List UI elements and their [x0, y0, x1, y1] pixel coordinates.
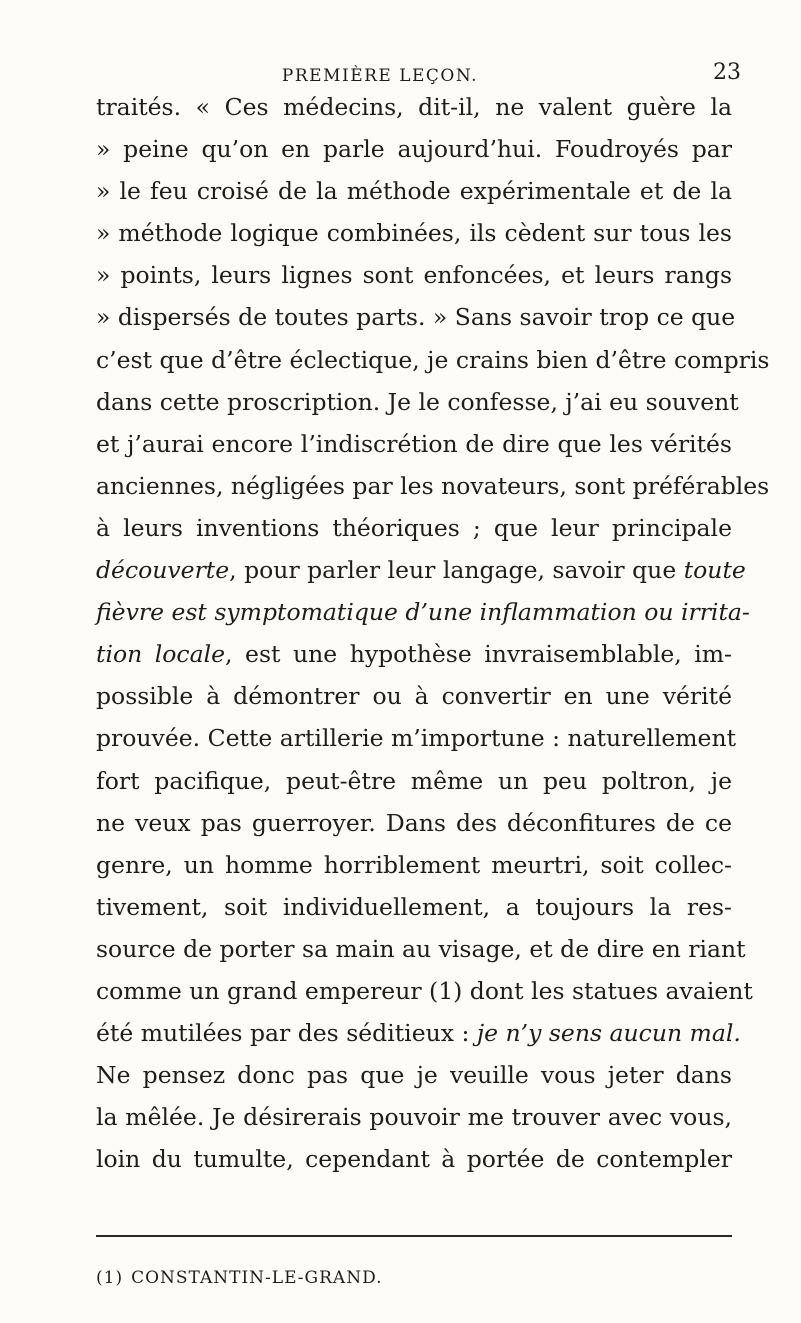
text-line: » le feu croisé de la méthode expérimentale et de la	[96, 177, 732, 206]
footnote-text: CONSTANTIN-LE-GRAND.	[131, 1268, 383, 1288]
text-line	[96, 549, 746, 591]
text-line: c’est que d’être éclectique, je crains bien d’être compris	[96, 345, 770, 374]
text-line: » peine qu’on en parle aujourd’hui. Foudroyés par	[96, 135, 732, 164]
text-line: source de porter sa main au visage, et de dire en riant	[96, 934, 746, 963]
text-segment: été mutilées par des séditieux :	[96, 1019, 470, 1048]
italic-phrase: je n’y sens aucun mal.	[476, 1019, 741, 1048]
text-line	[96, 1012, 741, 1054]
footnote-rule	[96, 1235, 732, 1237]
text-line: dans cette proscription. Je le confesse, j’ai eu souvent	[96, 387, 739, 416]
text-line: comme un grand empereur (1) dont les statues avaient	[96, 976, 753, 1005]
text-line: possible à démontrer ou à convertir en une vérité	[96, 682, 732, 711]
italic-phrase: toute	[683, 556, 746, 585]
text-line: » méthode logique combinées, ils cèdent sur tous les	[96, 219, 732, 248]
italic-phrase: découverte	[96, 556, 230, 585]
page-number: 23	[713, 60, 741, 85]
italic-phrase: tion locale	[96, 640, 226, 669]
text-segment: , pour parler leur langage, savoir que	[229, 556, 677, 585]
text-line: prouvée. Cette artillerie m’importune : naturellement	[96, 724, 737, 753]
text-line: traités. « Ces médecins, dit-il, ne valent guère la	[96, 93, 732, 121]
text-line: ne veux pas guerroyer. Dans des déconfitures de ce	[96, 808, 732, 837]
text-line: à leurs inventions théoriques ; que leur principale	[96, 513, 732, 542]
italic-phrase: fièvre est symptomatique d’une inflammation ou irrita-	[96, 598, 750, 627]
text-line: » points, leurs lignes sont enfoncées, et leurs rangs	[96, 261, 732, 290]
text-line: genre, un homme horriblement meurtri, soit collec-	[96, 850, 732, 879]
text-line: tivement, soit individuellement, a toujours la res-	[96, 892, 732, 921]
text-line: et j’aurai encore l’indiscrétion de dire que les vérités	[96, 429, 732, 458]
body-text	[96, 86, 770, 1180]
text-line: loin du tumulte, cependant à portée de contempler	[96, 1145, 732, 1174]
text-line: la mêlée. Je désirerais pouvoir me trouver avec vous,	[96, 1103, 732, 1132]
text-line: fort pacifique, peut-être même un peu poltron, je	[96, 766, 732, 795]
text-line: » dispersés de toutes parts. » Sans savoir trop ce que	[96, 303, 736, 332]
footnote	[96, 1268, 383, 1288]
running-head: PREMIÈRE LEÇON.	[281, 66, 479, 86]
text-segment: , est une hypothèse invraisemblable, im-	[225, 640, 732, 669]
text-line: anciennes, négligées par les novateurs, sont préférables	[96, 471, 770, 500]
text-line	[96, 591, 750, 633]
text-line	[96, 633, 732, 675]
footnote-marker: (1)	[96, 1268, 124, 1288]
text-line: Ne pensez donc pas que je veuille vous jeter dans	[96, 1061, 732, 1090]
